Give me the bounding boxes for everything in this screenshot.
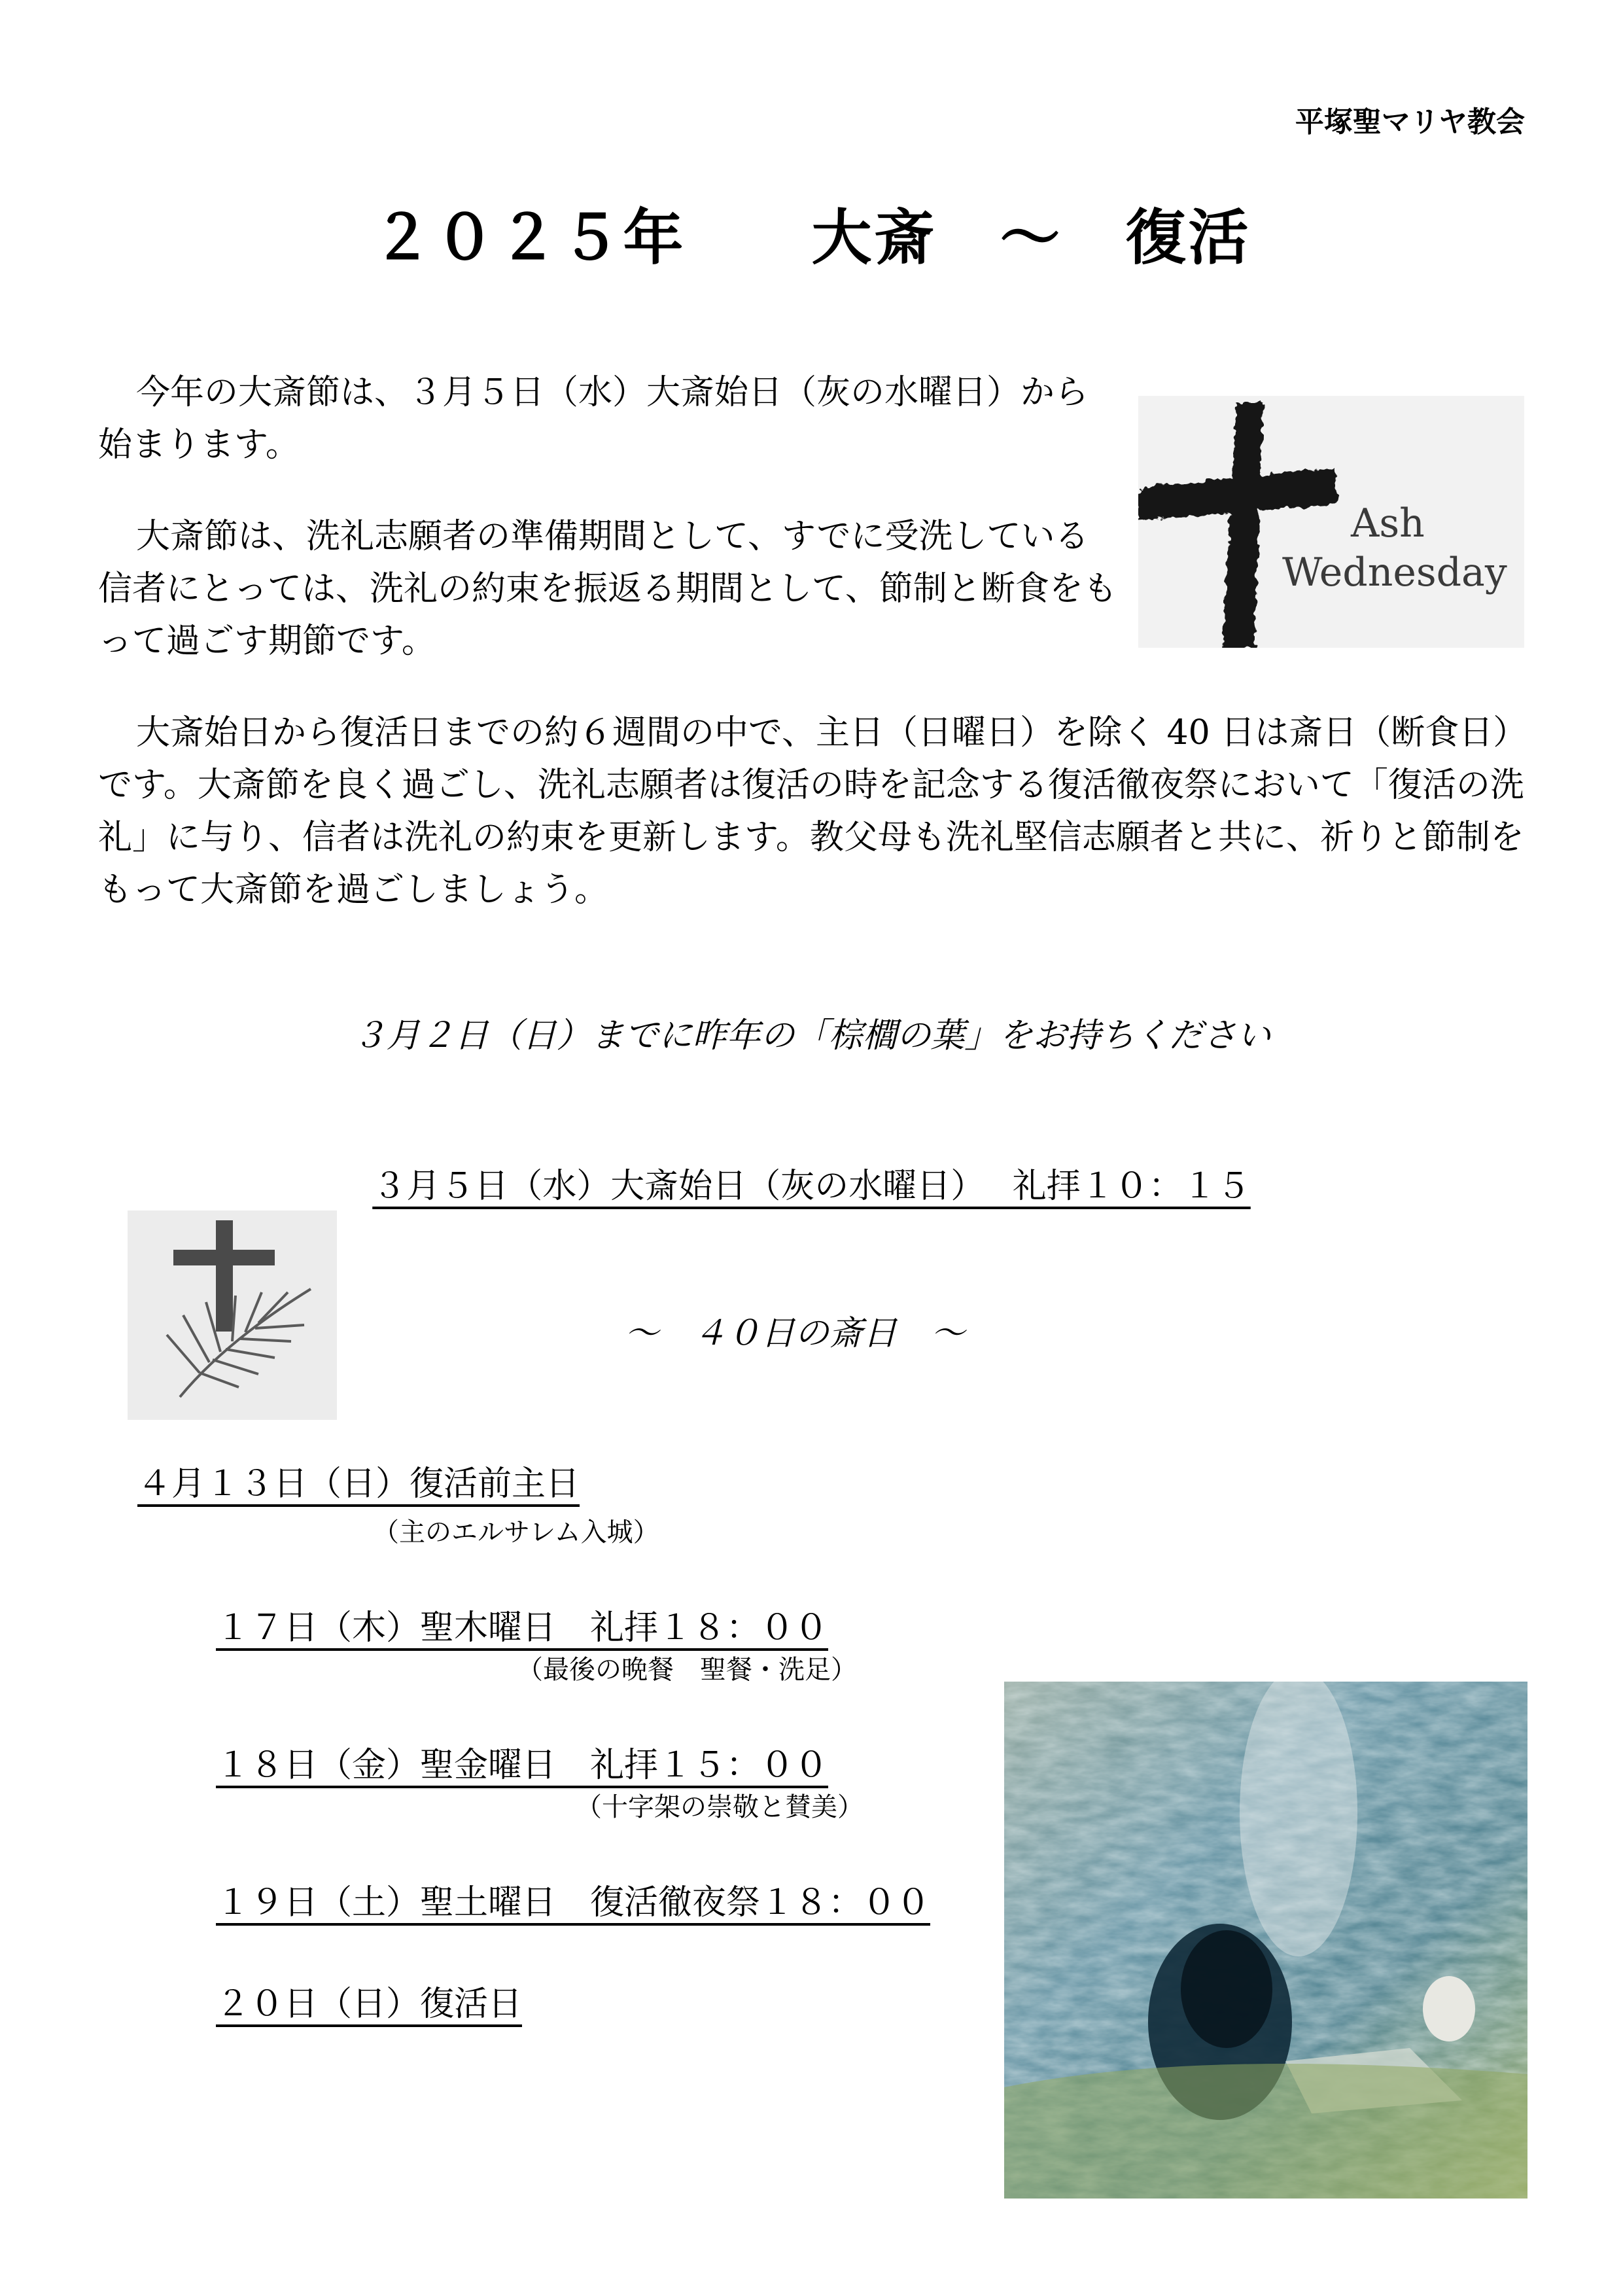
intro-paragraph-1: 今年の大斎節は、３月５日（水）大斎始日（灰の水曜日）から始まります。 <box>98 373 1089 465</box>
palm-leaf-notice: ３月２日（日）までに昨年の「棕櫚の葉」をお持ちください <box>352 1016 1271 1055</box>
empty-tomb-painting <box>1004 1682 1527 2199</box>
ash-wednesday-service <box>0 1158 1623 1207</box>
cross-palm-icon <box>128 1210 337 1420</box>
intro-paragraph-3: 大斎始日から復活日までの約６週間の中で、主日（日曜日）を除く 40 日は斎日（断食日）です。大斎節を良く過ごし、洗礼志願者は復活の時を記念する復活徹夜祭において「復活の洗礼」に与り、信者は洗礼の約束を更新します。教父母も洗礼堅信志願者と共に、祈りと節制をもって大斎節を過ごしましょう。 <box>98 713 1524 910</box>
painting-art <box>1004 1682 1527 2199</box>
schedule-easter-day: ２０日（日）復活日 <box>216 1985 523 2024</box>
schedule-palm-sunday-note: （主のエルサレム入城） <box>373 1517 659 1547</box>
page-title: ２０２５年 大斎 ～ 復活 <box>372 203 1251 273</box>
intro-paragraph-2: 大斎節は、洗礼志願者の準備期間として、すでに受洗している信者にとっては、洗礼の約束を振返る期間として、節制と断食をもって過ごす期節です。 <box>98 517 1117 661</box>
schedule-good-friday-note: （十字架の崇敬と賛美） <box>576 1792 864 1822</box>
schedule-maundy-thursday: １７日（木）聖木曜日 礼拝１８：００ <box>216 1608 829 1648</box>
ash-cross-icon <box>1138 396 1524 648</box>
schedule-good-friday: １８日（金）聖金曜日 礼拝１５：００ <box>216 1746 829 1785</box>
schedule-palm-sunday: ４月１３日（日）復活前主日 <box>137 1464 580 1504</box>
cross-palm-image <box>128 1210 337 1420</box>
forty-days-heading: ～ ４０日の斎日 ～ <box>625 1314 966 1353</box>
schedule-maundy-thursday-note: （最後の晩餐 聖餐・洗足） <box>517 1655 857 1685</box>
ash-wednesday-service-text: ３月５日（水）大斎始日（灰の水曜日） 礼拝１０：１５ <box>372 1167 1251 1206</box>
ash-caption-2: Wednesday <box>1282 550 1507 595</box>
church-name: 平塚聖マリヤ教会 <box>1295 105 1525 139</box>
ash-wednesday-image <box>1138 396 1524 648</box>
ash-caption-1: Ash <box>1351 501 1425 546</box>
schedule-holy-saturday: １９日（土）聖土曜日 復活徹夜祭１８：００ <box>216 1883 931 1922</box>
